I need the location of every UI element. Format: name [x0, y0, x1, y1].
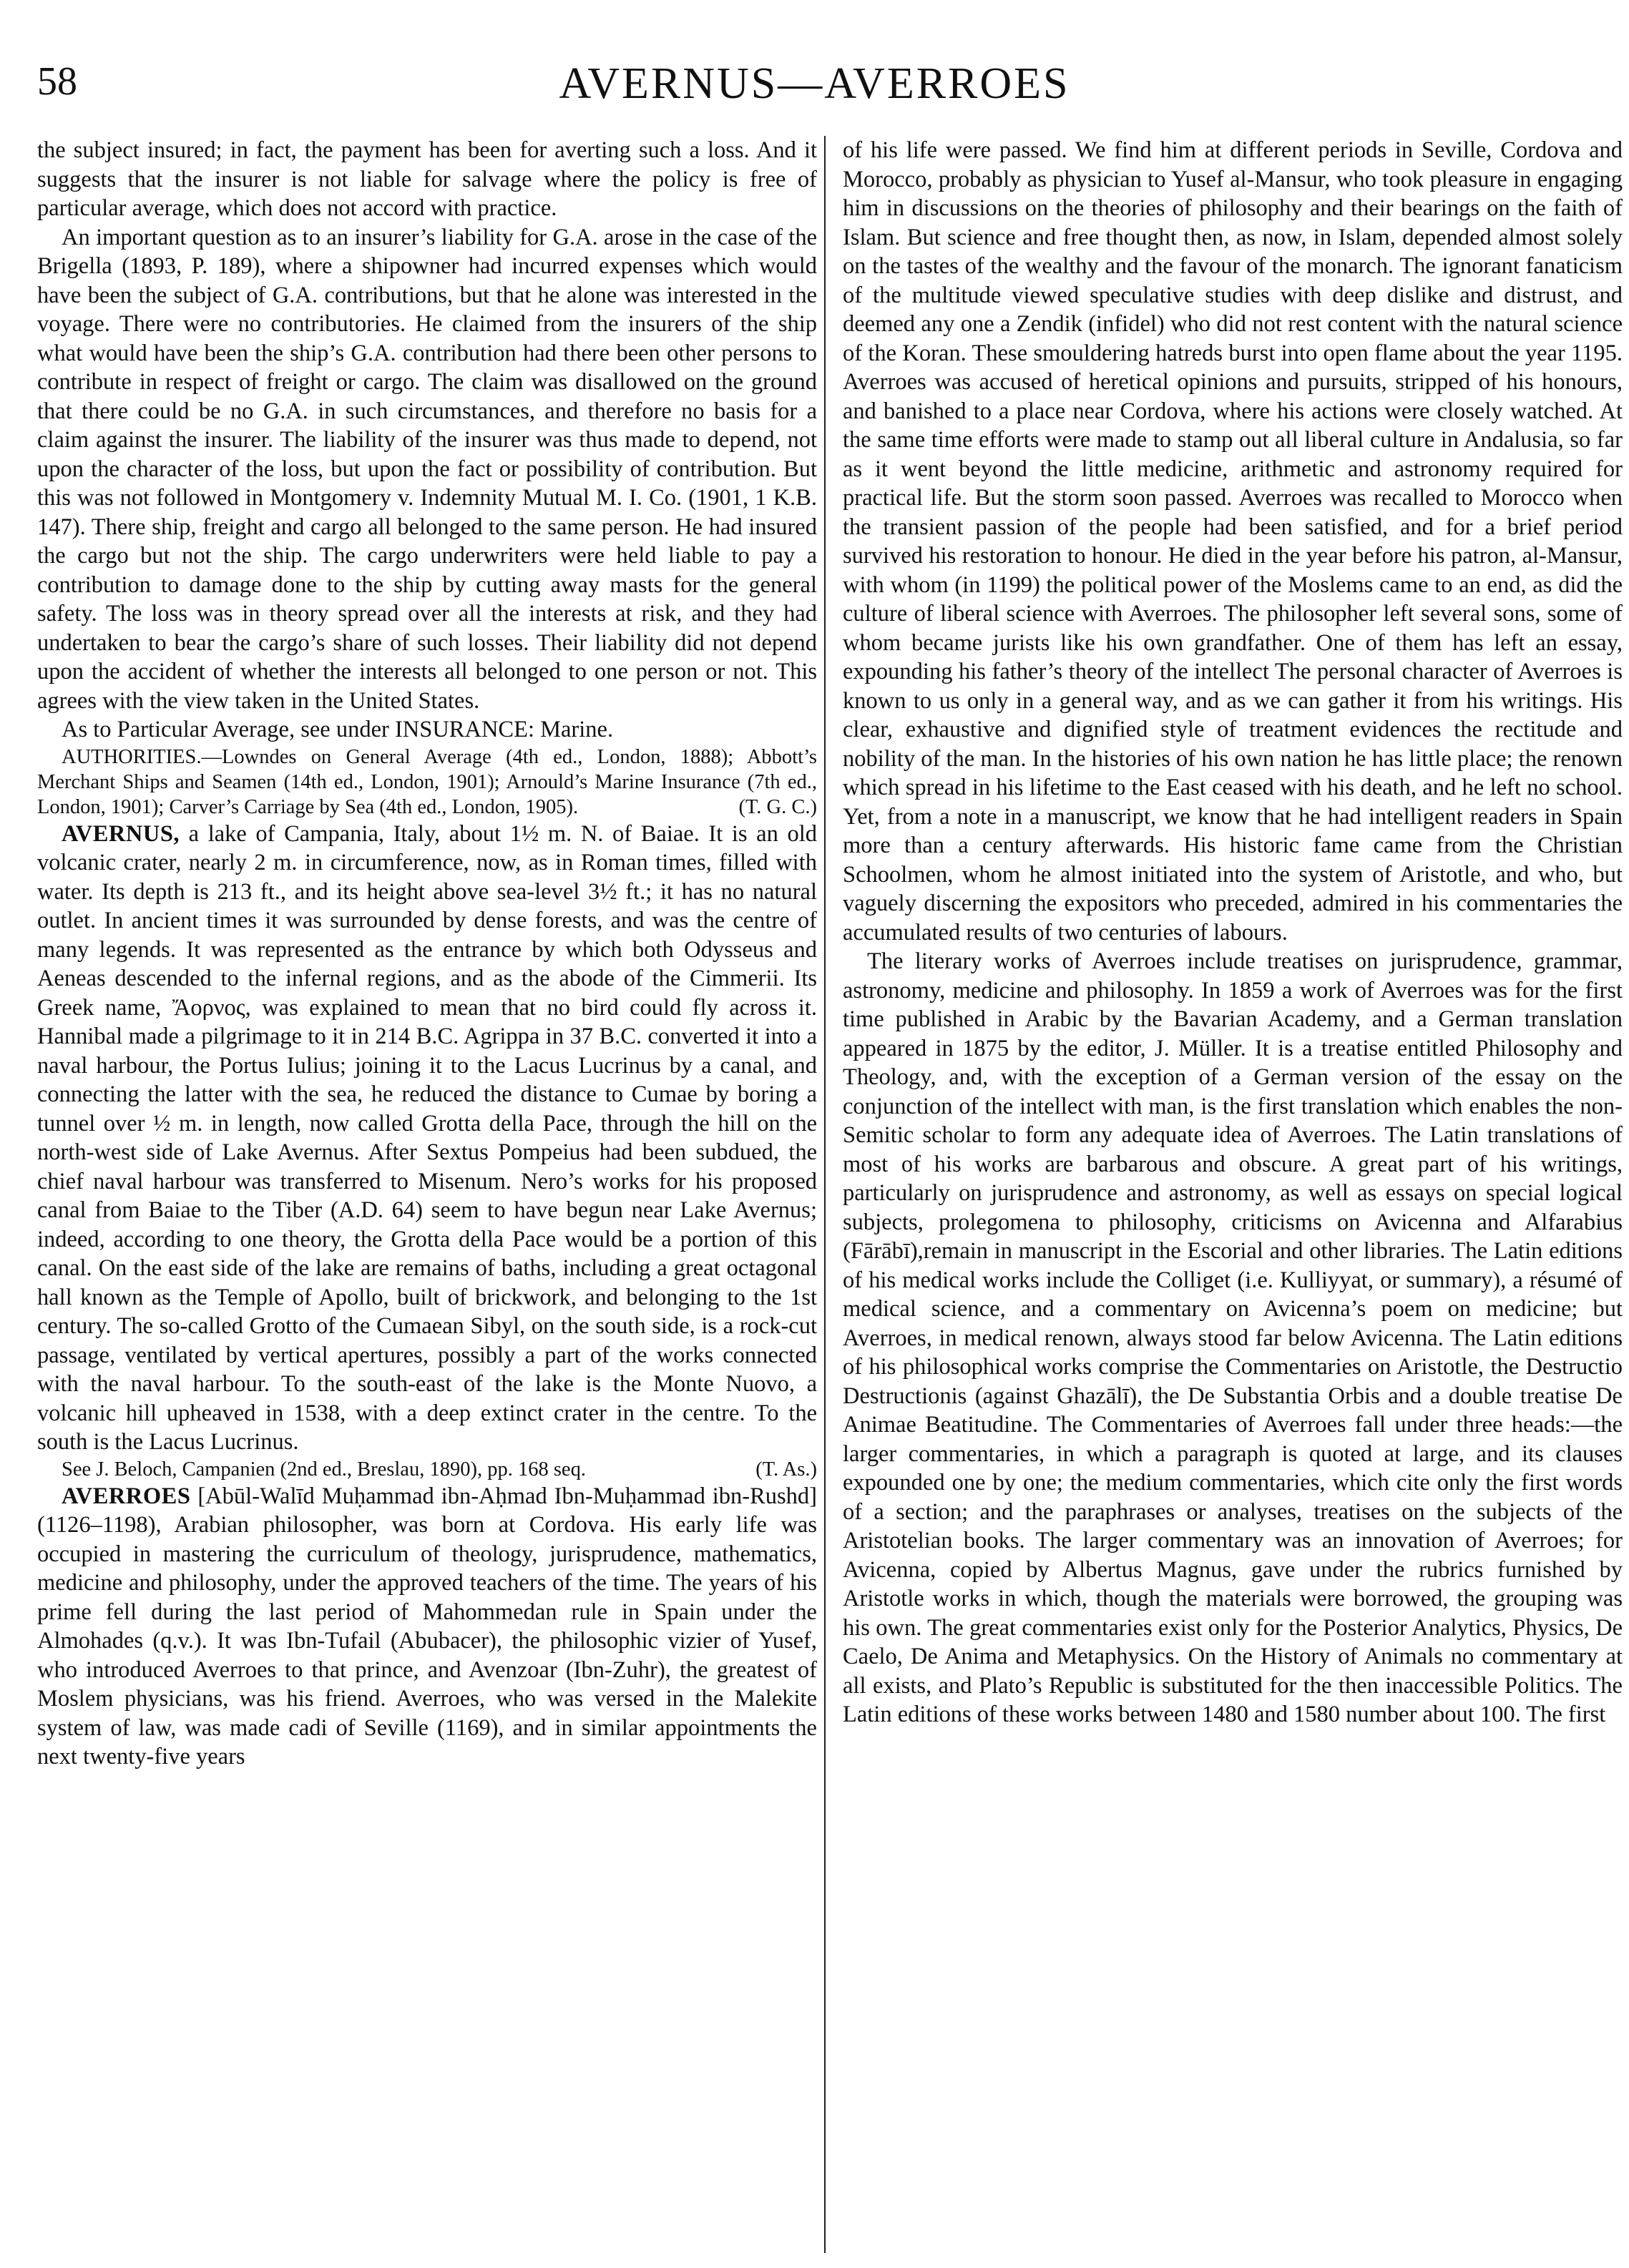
- page-number: 58: [37, 59, 77, 104]
- authorities-text: AUTHORITIES.—Lowndes on General Average (4th ed., London, 1888); Abbott’s Merchant Ships and Seamen (14th ed., London, 1901); Arnould’s Marine Insurance (7th ed., London, 1901); Carver’s Carriage by Sea (4th ed., London, 1905).: [37, 745, 817, 818]
- paragraph: As to Particular Average, see under INSURANCE: Marine.: [62, 717, 614, 742]
- see-also-note: [37, 1457, 817, 1482]
- author-signature: (T. As.): [755, 1458, 817, 1481]
- right-column: [843, 136, 1623, 1729]
- entry-text: [Abūl-Walīd Muḥammad ibn-Aḥmad Ibn-Muḥammad ibn-Rushd] (1126–1198), Arabian philosopher, was born at Cordova. His early life was occupied in mastering the curriculum of theology, jurisprudence, mathematics, medicine and philosophy, under the approved teachers of the time. The years of his prime fell during the last period of Mahommedan rule in Spain under the Almohades (q.v.). It was Ibn-Tufail (Abubacer), the philosophic vizier of Yusef, who introduced Averroes to that prince, and Avenzoar (Ibn-Zuhr), the greatest of Moslem physicians, was his friend. Averroes, who was versed in the Malekite system of law, was made cadi of Seville (1169), and in similar appointments the next twenty-five years: [37, 1483, 817, 1769]
- page-header: [0, 0, 1629, 107]
- paragraph: The literary works of Averroes include treatises on jurisprudence, grammar, astronomy, medicine and philosophy. In 1859 a work of Averroes was for the first time published in Arabic by the Bavarian Academy, and a German translation appeared in 1875 by the editor, J. Müller. It is a treatise entitled Philosophy and Theology, and, with the exception of a German version of the essay on the conjunction of the intellect with man, is the first translation which enables the non-Semitic scholar to form any adequate idea of Averroes. The Latin translations of most of his works are barbarous and obscure. A great part of his writings, particularly on jurisprudence and astronomy, as well as essays on special logical subjects, prolegomena to philosophy, criticisms on Avicenna and Alfarabius (Fārābī),remain in manuscript in the Escorial and other libraries. The Latin editions of his medical works include the Colliget (i.e. Kulliyyat, or summary), a résumé of medical science, and a commentary on Avicenna’s poem on medicine; but Averroes, in medical renown, always stood far below Avicenna. The Latin editions of his philosophical works comprise the Commentaries on Aristotle, the Destructio Destructionis (against Ghazālī), the De Substantia Orbis and a double treatise De Animae Beatitudine. The Commentaries of Averroes fall under three heads:—the larger commentaries, in which a paragraph is quoted at large, and its clauses expounded one by one; the medium commentaries, which cite only the first words of a section; and the paraphrases or analyses, treatises on the subjects of the Aristotelian books. The larger commentary was an innovation of Averroes; for Avicenna, copied by Albertus Magnus, gave under the rubrics furnished by Aristotle works in which, though the materials were borrowed, the grouping was his own. The great commentaries exist only for the Posterior Analytics, Physics, De Caelo, De Anima and Metaphysics. On the History of Animals no commentary at all exists, and Plato’s Republic is substituted for the then inaccessible Politics. The Latin editions of these works between 1480 and 1580 number about 100. The first: [843, 948, 1623, 1727]
- see-also-text: See J. Beloch, Campanien (2nd ed., Breslau, 1890), pp. 168 seq.: [62, 1458, 586, 1481]
- entry-text: a lake of Campania, Italy, about 1½ m. N. of Baiae. It is an old volcanic crater, nearly 2 m. in circumference, now, as in Roman times, filled with water. Its depth is 213 ft., and its height above sea-level 3½ ft.; it has no natural outlet. In ancient times it was surrounded by dense forests, and was the centre of many legends. It was represented as the entrance by which both Odysseus and Aeneas descended to the infernal regions, and as the abode of the Cimmerii. Its Greek name, Ἄορνος, was explained to mean that no bird could fly across it. Hannibal made a pilgrimage to it in 214 B.C. Agrippa in 37 B.C. converted it into a naval harbour, the Portus Iulius; joining it to the Lacus Lucrinus by a canal, and connecting the latter with the sea, he reduced the distance to Cumae by boring a tunnel over ½ m. in length, now called Grotta della Pace, through the hill on the north-west side of Lake Avernus. After Sextus Pompeius had been subdued, the chief naval harbour was transferred to Misenum. Nero’s works for his proposed canal from Baiae to the Tiber (A.D. 64) seem to have begun near Lake Avernus; indeed, according to one theory, the Grotta della Pace would be a portion of this canal. On the east side of the lake are remains of baths, including a great octagonal hall known as the Temple of Apollo, built of brickwork, and belonging to the 1st century. The so-called Grotto of the Cumaean Sibyl, on the south side, is a rock-cut passage, ventilated by vertical apertures, possibly a part of the works connected with the naval harbour. To the south-east of the lake is the Monte Nuovo, a volcanic hill upheaved in 1538, with a deep extinct crater in the centre. To the south is the Lacus Lucrinus.: [37, 820, 817, 1455]
- entry-averroes: [37, 1482, 817, 1772]
- entry-heading: AVERROES: [62, 1483, 191, 1509]
- entry-heading: AVERNUS,: [62, 820, 180, 847]
- entry-avernus: [37, 820, 817, 1457]
- authorities-note: [37, 745, 817, 820]
- paragraph: An important question as to an insurer’s liability for G.A. arose in the case of the Brigella (1893, P. 189), where a shipowner had incurred expenses which would have been the subject of G.A. contributions, but that he alone was interested in the voyage. There were no contributories. He claimed from the insurers of the ship what would have been the ship’s G.A. contribution had there been other persons to contribute in respect of freight or cargo. The claim was disallowed on the ground that there could be no G.A. in such circumstances, and therefore no basis for a claim against the insurer. The liability of the insurer was thus made to depend, not upon the character of the loss, but upon the fact or possibility of contribution. But this was not followed in Montgomery v. Indemnity Mutual M. I. Co. (1901, 1 K.B. 147). There ship, freight and cargo all belonged to the same person. He had insured the cargo but not the ship. The cargo underwriters were held liable to pay a contribution to damage done to the ship by cutting away masts for the general safety. The loss was in theory spread over all the interests at risk, and they had undertaken to bear the cargo’s share of such losses. Their liability did not depend upon the accident of whether the interests all belonged to one person or not. This agrees with the view taken in the United States.: [37, 224, 817, 714]
- column-divider: [824, 136, 826, 2253]
- author-signature: (T. G. C.): [738, 795, 817, 818]
- left-column: [37, 136, 817, 1772]
- paragraph: the subject insured; in fact, the payment has been for averting such a loss. And it suggests that the insurer is not liable for salvage where the policy is free of particular average, which does not accord with practice.: [37, 137, 817, 221]
- running-title: AVERNUS—AVERROES: [559, 59, 1070, 108]
- paragraph: of his life were passed. We find him at different periods in Seville, Cordova and Morocco, probably as physician to Yusef al-Mansur, who took pleasure in engaging him in discussions on the theories of philosophy and their bearings on the faith of Islam. But science and free thought then, as now, in Islam, depended almost solely on the tastes of the wealthy and the favour of the monarch. The ignorant fanaticism of the multitude viewed speculative studies with deep dislike and distrust, and deemed any one a Zendik (infidel) who did not rest content with the natural science of the Koran. These smouldering hatreds burst into open flame about the year 1195. Averroes was accused of heretical opinions and pursuits, stripped of his honours, and banished to a place near Cordova, where his actions were closely watched. At the same time efforts were made to stamp out all liberal culture in Andalusia, so far as it went beyond the little medicine, arithmetic and astronomy required for practical life. But the storm soon passed. Averroes was recalled to Morocco when the transient passion of the people had been satisfied, and for a brief period survived his restoration to honour. He died in the year before his patron, al-Mansur, with whom (in 1199) the political power of the Moslems came to an end, as did the culture of liberal science with Averroes. The philosopher left several sons, some of whom became jurists like his own grandfather. One of them has left an essay, expounding his father’s theory of the intellect The personal character of Averroes is known to us only in a general way, and as we can gather it from his writings. His clear, exhaustive and dignified style of treatment evidences the rectitude and nobility of the man. In the histories of his own nation he has little place; the renown which spread in his lifetime to the East ceased with his death, and he left no school. Yet, from a note in a manuscript, we know that he had intelligent readers in Spain more than a century afterwards. His historic fame came from the Christian Schoolmen, whom he almost initiated into the system of Aristotle, and who, but vaguely discerning the expositors who preceded, admired in his commentaries the accumulated results of two centuries of labours.: [843, 137, 1623, 946]
